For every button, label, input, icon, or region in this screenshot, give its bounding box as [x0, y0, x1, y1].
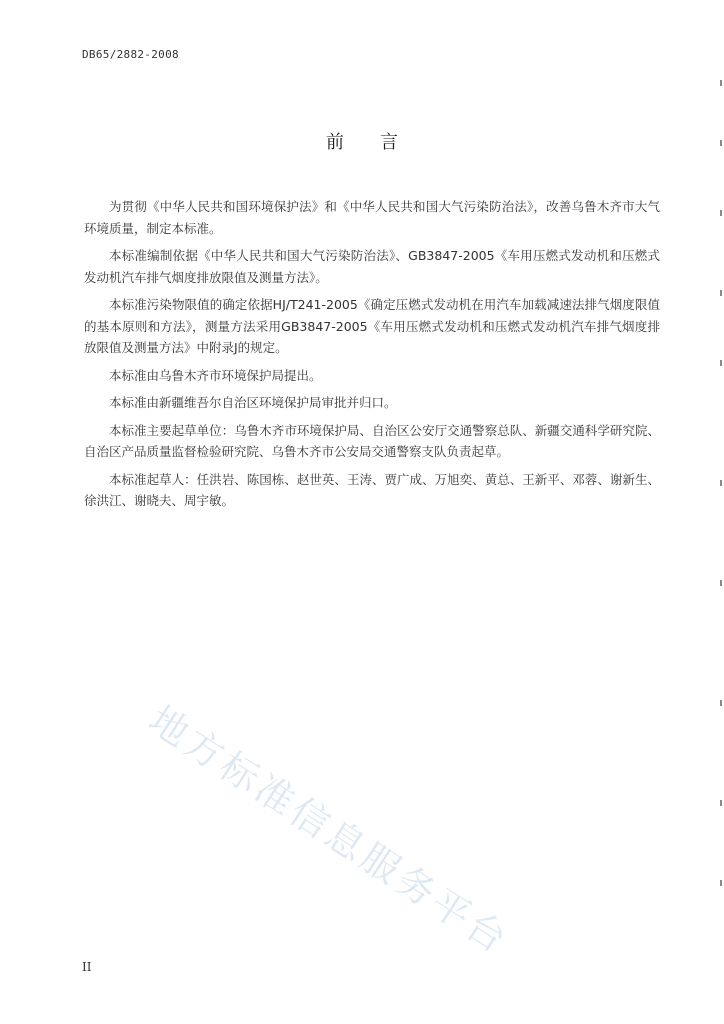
paragraph: 本标准主要起草单位：乌鲁木齐市环境保护局、自治区公安厅交通警察总队、新疆交通科学研究院、自治区产品质量监督检验研究院、乌鲁木齐市公安局交通警察支队负责起草。 [84, 422, 660, 459]
paragraph: 本标准由乌鲁木齐市环境保护局提出。 [109, 367, 322, 383]
paragraph: 为贯彻《中华人民共和国环境保护法》和《中华人民共和国大气污染防治法》，改善乌鲁木齐市大气环境质量，制定本标准。 [84, 199, 660, 236]
paragraph: 本标准污染物限值的确定依据HJ/T241-2005《确定压燃式发动机在用汽车加载减速法排气烟度限值的基本原则和方法》，测量方法采用GB3847-2005《车用压燃式发动机和压燃式发动机汽车排气烟度排放限值及测量方法》中附录J的规定。 [84, 297, 660, 355]
document-code: DB65/2882-2008 [82, 48, 179, 61]
paragraph: 本标准由新疆维吾尔自治区环境保护局审批并归口。 [109, 395, 397, 410]
paragraph: 本标准起草人：任洪岩、陈国栋、赵世英、王涛、贾广成、万旭奕、黄总、王新平、邓蓉、谢新生、徐洪江、谢晓夫、周宇敏。 [84, 471, 660, 508]
paragraph: 本标准编制依据《中华人民共和国大气污染防治法》、GB3847-2005《车用压燃式发动机和压燃式发动机汽车排气烟度排放限值及测量方法》。 [84, 248, 660, 285]
scan-edge-marks [716, 60, 724, 960]
page-number: II [82, 960, 92, 974]
title-char-2: 言 [380, 132, 398, 153]
page-title [0, 128, 724, 154]
body-text [84, 196, 660, 518]
title-char-1: 前 [326, 132, 344, 153]
watermark: 地方标准信息服务平台 [141, 697, 518, 964]
